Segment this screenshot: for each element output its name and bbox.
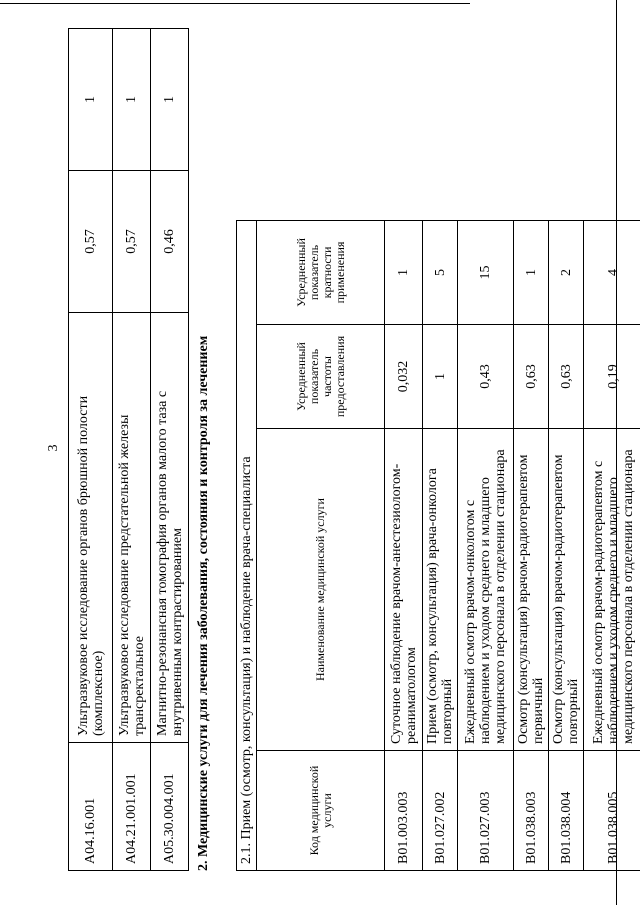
frequency-value: 0,57 [113, 171, 151, 313]
frequency-value: 0,57 [69, 171, 113, 313]
multiplicity-value: 1 [385, 220, 423, 324]
multiplicity-value: 1 [514, 220, 549, 324]
multiplicity-value: 2 [549, 220, 584, 324]
multiplicity-value: 5 [423, 220, 458, 324]
service-name: Суточное наблюдение врачом-анестезиологом-реаниматологом [385, 429, 423, 751]
treatment-services-table [236, 220, 640, 871]
top-border-line [0, 3, 470, 4]
service-name: Прием (осмотр, консультация) врача-онколога повторный [423, 429, 458, 751]
multiplicity-value: 1 [113, 29, 151, 171]
frequency-value: 0,43 [458, 325, 514, 429]
multiplicity-value: 4 [584, 220, 640, 324]
header-multiplicity: Усредненный показатель кратности применения [257, 220, 385, 324]
page-number: 3 [46, 444, 61, 452]
header-name: Наименование медицинской услуги [257, 429, 385, 751]
table-row [385, 220, 423, 870]
service-code: A04.16.001 [69, 743, 113, 871]
service-code: B01.038.004 [549, 751, 584, 871]
multiplicity-value: 1 [151, 29, 189, 171]
header-code: Код медицинской услуги [257, 751, 385, 871]
table-row [549, 220, 584, 870]
service-name: Осмотр (консультация) врачом-радиотерапевтом повторный [549, 429, 584, 751]
service-code: B01.027.002 [423, 751, 458, 871]
service-name: Ультразвуковое исследование органов брюшной полости (комплексное) [69, 313, 113, 743]
frequency-value: 0,032 [385, 325, 423, 429]
frequency-value: 0,46 [151, 171, 189, 313]
table-row [514, 220, 549, 870]
subsection-title: 2.1. Прием (осмотр, консультация) и наблюдение врача-специалиста [237, 220, 257, 870]
table-header-row [257, 220, 385, 870]
frequency-value: 1 [423, 325, 458, 429]
header-frequency: Усредненный показатель частоты предоставления [257, 325, 385, 429]
imaging-services-table [68, 28, 189, 871]
table-row [69, 29, 113, 871]
service-code: B01.003.003 [385, 751, 423, 871]
subsection-row [237, 220, 257, 870]
table-row [423, 220, 458, 870]
service-name: Ежедневный осмотр врачом-радиотерапевтом с наблюдением и уходом среднего и младшего медицинского персонала в отделении стационара [584, 429, 640, 751]
frequency-value: 0,19 [584, 325, 640, 429]
service-code: B01.038.003 [514, 751, 549, 871]
service-name: Ультразвуковое исследование предстательной железы трансректальное [113, 313, 151, 743]
service-name: Осмотр (консультация) врачом-радиотерапевтом первичный [514, 429, 549, 751]
table-row [113, 29, 151, 871]
service-code: B01.038.005 [584, 751, 640, 871]
table-row [584, 220, 640, 870]
service-code: B01.027.003 [458, 751, 514, 871]
table-row [151, 29, 189, 871]
table-row [458, 220, 514, 870]
frequency-value: 0,63 [549, 325, 584, 429]
service-code: A04.21.001.001 [113, 743, 151, 871]
multiplicity-value: 15 [458, 220, 514, 324]
service-name: Ежедневный осмотр врачом-онкологом с наблюдением и уходом среднего и младшего медицинского персонала в отделении стационара [458, 429, 514, 751]
service-code: A05.30.004.001 [151, 743, 189, 871]
service-name: Магнитно-резонансная томография органов малого таза с внутривенным контрастированием [151, 313, 189, 743]
frequency-value: 0,63 [514, 325, 549, 429]
multiplicity-value: 1 [69, 29, 113, 171]
section-2-heading: 2. Медицинские услуги для лечения заболевания, состояния и контроля за лечением [196, 335, 211, 871]
